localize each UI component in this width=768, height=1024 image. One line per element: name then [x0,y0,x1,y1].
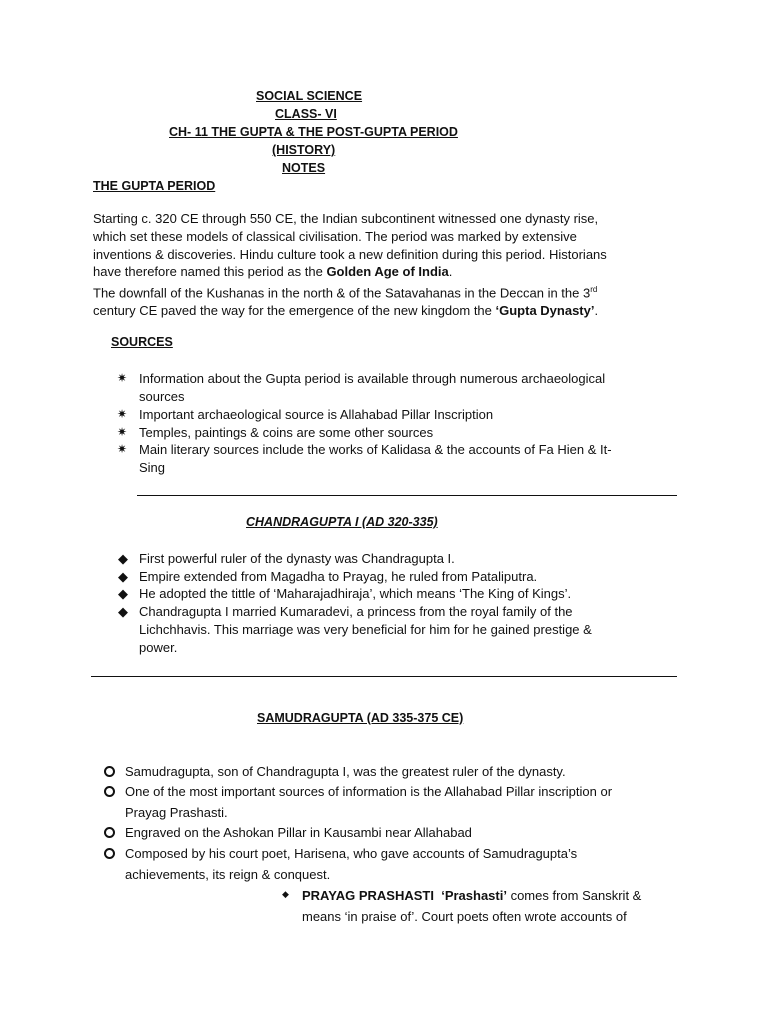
sources-heading: SOURCES [111,335,173,349]
text-line: He adopted the tittle of ‘Maharajadhiraja’, which means ‘The King of Kings’. [139,586,572,601]
text-line: First powerful ruler of the dynasty was Chandragupta I. [139,551,455,566]
list-item [125,762,566,783]
text-line: Empire extended from Magadha to Prayag, he ruled from Pataliputra. [139,569,538,584]
text-line: Important archaeological source is Allahabad Pillar Inscription [139,407,494,422]
ring-bullet-icon [104,786,115,797]
list-item [139,585,571,603]
text-line [93,263,678,281]
chapter-title: CH- 11 THE GUPTA & THE POST-GUPTA PERIOD [169,125,458,139]
list-item [139,441,612,477]
ring-bullet-icon [104,766,115,777]
text-line [93,281,678,302]
list-item [139,370,605,406]
list-item [125,823,472,844]
gupta-dynasty-term: ‘Gupta Dynasty’ [495,303,595,319]
text-line [302,886,641,907]
text-span: comes from Sanskrit & [506,888,642,903]
text-line: Engraved on the Ashokan Pillar in Kausambi near Allahabad [125,825,472,840]
list-item [139,568,537,586]
star-bullet-icon: ✷ [117,371,128,385]
gupta-period-heading: THE GUPTA PERIOD [93,179,216,193]
text-line: sources [139,388,185,404]
diamond-bullet-icon: ◆ [118,569,128,584]
list-item [139,424,433,442]
list-item [139,406,493,424]
text-span: . [594,303,599,319]
text-line: Sing [139,459,166,475]
list-item [139,550,455,568]
text-line: Information about the Gupta period is available through numerous archaeological [139,371,606,386]
chandragupta-heading: CHANDRAGUPTA I (AD 320-335) [246,515,438,529]
text-line: power. [139,639,178,655]
star-bullet-icon: ✷ [117,407,128,421]
text-line: Chandragupta I married Kumaradevi, a princess from the royal family of the [139,604,573,619]
samudragupta-heading: SAMUDRAGUPTA (AD 335-375 CE) [257,711,464,725]
diamond-bullet-icon: ◆ [118,604,128,619]
list-item [125,782,612,823]
text-line: Samudragupta, son of Chandragupta I, was the greatest ruler of the dynasty. [125,764,566,779]
text-line: Starting c. 320 CE through 550 CE, the Indian subcontinent witnessed one dynasty rise, [93,211,599,226]
part-title: (HISTORY) [272,143,336,157]
gupta-intro-paragraph [93,210,678,320]
diamond-bullet-icon: ◆ [118,586,128,601]
subject-title: SOCIAL SCIENCE [256,89,363,103]
star-bullet-icon: ✷ [117,425,128,439]
text-span: century CE paved the way for the emergence of the new kingdom the [93,303,496,319]
text-line: inventions & discoveries. Hindu culture took a new definition during this period. Historians [93,246,607,262]
text-line [93,302,678,320]
text-span: The downfall of the Kushanas in the north & of the Satavahanas in the Deccan in the 3 [93,285,591,301]
text-line: which set these models of classical civilisation. The period was marked by extensive [93,228,577,244]
prashasti-term: ‘Prashasti’ [441,888,507,903]
star-bullet-icon: ✷ [117,442,128,456]
class-title: CLASS- VI [275,107,337,121]
text-line: Temples, paintings & coins are some other sources [139,425,434,440]
ring-bullet-icon [104,848,115,859]
diamond-bullet-icon: ◆ [118,551,128,566]
text-span: . [448,264,453,280]
prayag-prashasti-term: PRAYAG PRASHASTI [302,888,434,903]
sub-list-item [302,886,641,927]
superscript: rd [590,285,598,295]
text-line: One of the most important sources of information is the Allahabad Pillar inscription or [125,784,613,799]
text-line: Main literary sources include the works of Kalidasa & the accounts of Fa Hien & It- [139,442,612,457]
divider [137,495,677,496]
text-line: Composed by his court poet, Harisena, who gave accounts of Samudragupta’s [125,846,578,861]
divider [91,676,677,677]
text-line: achievements, its reign & conquest. [125,866,331,882]
notes-title: NOTES [282,161,326,175]
text-line: Lichchhavis. This marriage was very beneficial for him for he gained prestige & [139,621,592,637]
list-item [125,844,577,885]
text-line: Prayag Prashasti. [125,804,228,820]
ring-bullet-icon [104,827,115,838]
text-line: means ‘in praise of’. Court poets often wrote accounts of [302,908,627,924]
small-diamond-bullet-icon: ◆ [282,889,289,899]
text-span: have therefore named this period as the [93,264,327,280]
golden-age-term: Golden Age of India [326,264,449,280]
list-item [139,603,592,656]
